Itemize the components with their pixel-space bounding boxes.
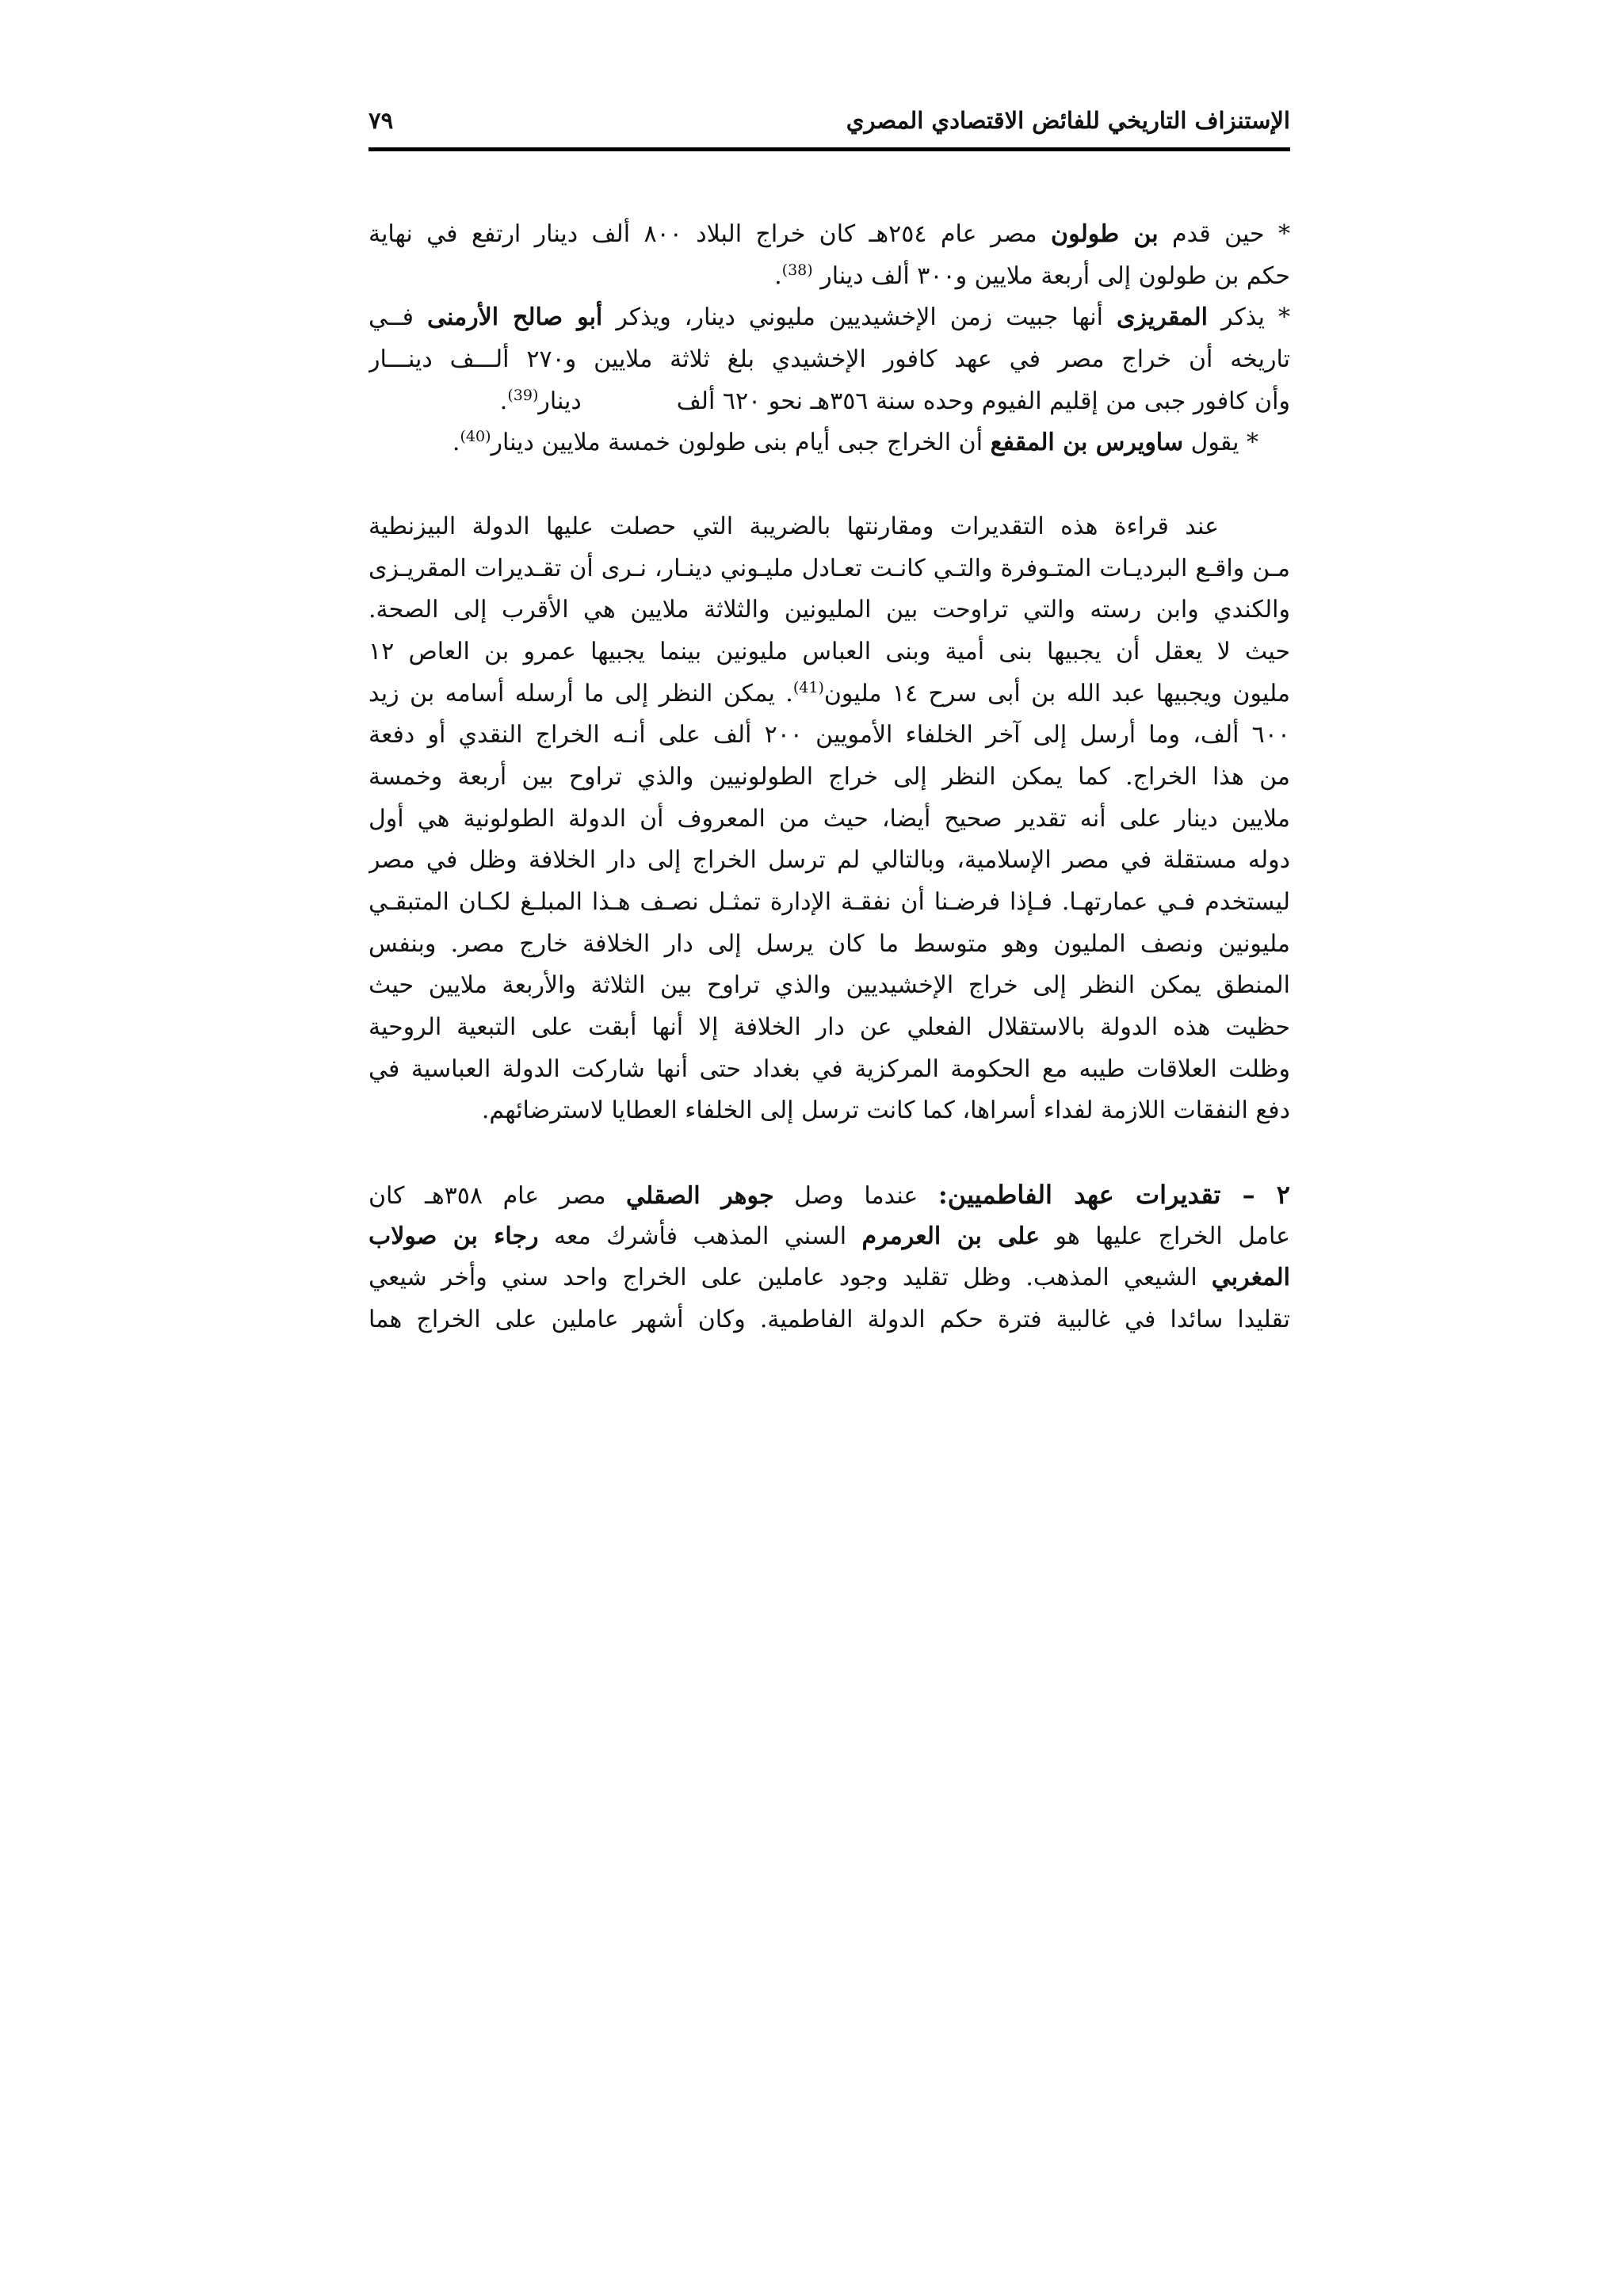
page-body bbox=[369, 214, 1290, 1341]
section-heading: ٢ – تقديرات عهد الفاطميين: bbox=[938, 1179, 1290, 1210]
paragraph-line: مـن واقـع البرديـات المتـوفرة والتـي كانـت تعـادل مليـوني دينـار، نـرى أن تقـديرات المقريـزى bbox=[369, 554, 1290, 582]
paragraph-line: ليستخدم فـي عمارتهـا. فـإذا فرضـنا أن نفقـة الإدارة تمثـل نصـف هـذا المبلـغ لكـان المتبقـي bbox=[369, 888, 1290, 916]
bullet-line: حكم بن طولون إلى أربعة ملايين و٣٠٠ ألف دينار $^{(38)}$. bbox=[774, 261, 1290, 290]
paragraph-line: ملايين دينار على أنه تقدير صحيح أيضا، حيث من المعروف أن الدولة الطولونية هي أول bbox=[369, 804, 1290, 833]
footnote-ref: (40) bbox=[460, 428, 491, 446]
footnote-ref: (41) bbox=[792, 678, 824, 696]
bullet-line: * يقول ساويرس بن المقفع أن الخراج جبى أيام بنى طولون خمسة ملايين دينار$^{(40)}$. bbox=[452, 428, 1258, 457]
page-number: ٧٩ bbox=[369, 107, 394, 134]
section-heading-line: ٢ – تقديرات عهد الفاطميين: عندما وصل جوهر الصقلي مصر عام ٣٥٨هـ كان bbox=[369, 1179, 1290, 1210]
bullet-line: تاريخه أن خراج مصر في عهد كافور الإخشيدي بلغ ثلاثة ملايين و٢٧٠ ألـــف دينـــار bbox=[369, 345, 1290, 374]
paragraph-line: عامل الخراج عليها هو على بن العرمرم السني المذهب فأشرك معه رجاء بن صولاب bbox=[369, 1222, 1290, 1250]
paragraph-line: المغربي الشيعي المذهب. وظل تقليد وجود عاملين على الخراج واحد سني وأخر شيعي bbox=[369, 1264, 1290, 1292]
paragraph-line: دفع النفقات اللازمة لفداء أسراها، كما كانت ترسل إلى الخلفاء العطايا لاسترضائهم. bbox=[481, 1097, 1290, 1125]
paragraph-line: مليون ويجبيها عبد الله بن أبى سرح ١٤ مليون$^{(41)}$. يمكن النظر إلى ما أرسله أسامه بن زيد bbox=[369, 678, 1290, 707]
bullet-line: * حين قدم بن طولون مصر عام ٢٥٤هـ كان خراج البلاد ٨٠٠ ألف دينار ارتفع في نهاية bbox=[369, 220, 1290, 248]
paragraph-line: حيث لا يعقل أن يجبيها بنى أمية وبنى العباس مليونين بينما يجبيها عمرو بن العاص ١٢ bbox=[369, 637, 1290, 666]
header-rule bbox=[369, 147, 1290, 151]
paragraph-line: المنطق يمكن النظر إلى خراج الإخشيديين والذي تراوح بين الثلاثة والأربعة ملايين حيث bbox=[369, 971, 1290, 1000]
footnote-ref: (38) bbox=[781, 261, 813, 279]
paragraph-line: من هذا الخراج. كما يمكن النظر إلى خراج الطولونيين والذي تراوح بين أربعة وخمسة bbox=[369, 762, 1290, 791]
header-title: الإستنزاف التاريخي للفائض الاقتصادي المصري bbox=[846, 107, 1290, 134]
paragraph-line: والكندي وابن رسته والتي تراوحت بين المليونين والثلاثة ملايين هي الأقرب إلى الصحة. bbox=[369, 596, 1290, 624]
footnote-ref: (39) bbox=[507, 386, 539, 404]
paragraph-line: مليونين ونصف المليون وهو متوسط ما كان يرسل إلى دار الخلافة خارج مصر. وبنفس bbox=[369, 929, 1290, 958]
bullet-line: * يذكر المقريزى أنها جبيت زمن الإخشيديين مليوني دينار، ويذكر أبو صالح الأرمنى فــي bbox=[369, 303, 1290, 332]
paragraph-line: عند قراءة هذه التقديرات ومقارنتها بالضريبة التي حصلت عليها الدولة البيزنطية bbox=[369, 512, 1219, 540]
bullet-line: وأن كافور جبى من إقليم الفيوم وحده سنة ٣٥٦هـ نحو ٦٢٠ ألفدينار$^{(39)}$. bbox=[499, 386, 1290, 415]
running-header bbox=[369, 107, 1290, 145]
paragraph-line: دوله مستقلة في مصر الإسلامية، وبالتالي لم ترسل الخراج إلى دار الخلافة وظل في مصر bbox=[369, 846, 1290, 875]
paragraph-line: حظيت هذه الدولة بالاستقلال الفعلي عن دار الخلافة إلا أنها أبقت على التبعية الروحية bbox=[369, 1013, 1290, 1042]
paragraph-line: تقليدا سائدا في غالبية فترة حكم الدولة الفاطمية. وكان أشهر عاملين على الخراج هما bbox=[369, 1305, 1290, 1333]
paragraph-line: وظلت العلاقات طيبه مع الحكومة المركزية في بغداد حتى أنها شاركت الدولة العباسية في bbox=[369, 1055, 1290, 1083]
paragraph-line: ٦٠٠ ألف، وما أرسل إلى آخر الخلفاء الأمويين ٢٠٠ ألف على أنـه الخراج النقدي أو دفعة bbox=[369, 721, 1290, 749]
